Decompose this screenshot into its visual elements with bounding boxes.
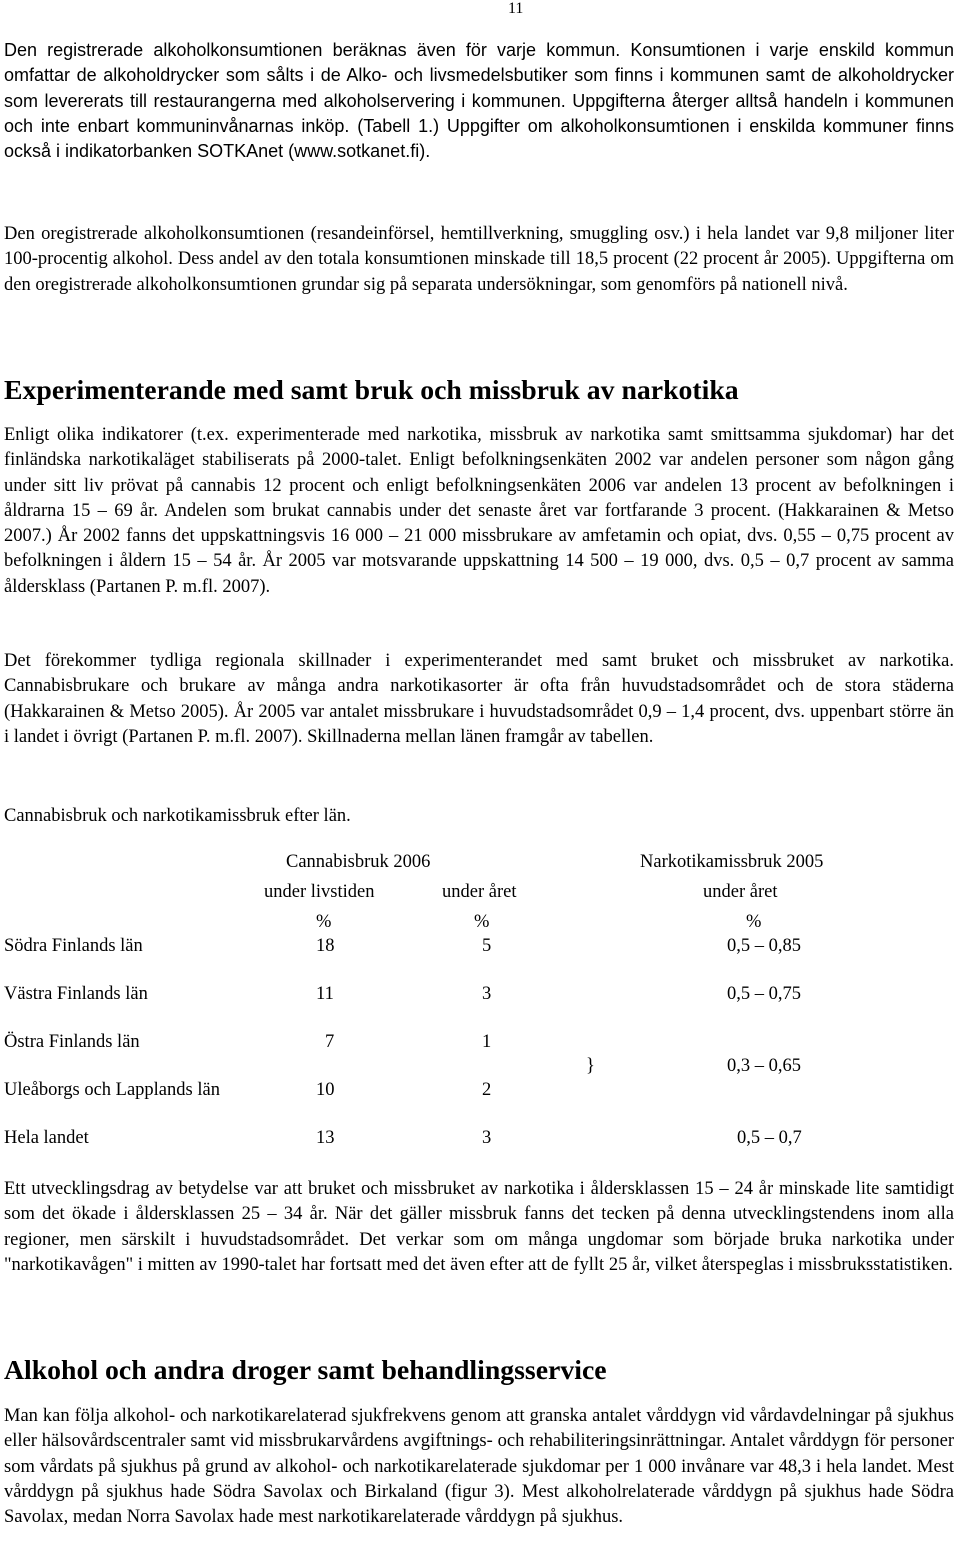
table-caption: Cannabisbruk och narkotikamissbruk efter län. <box>4 806 351 826</box>
table-cell: 7 <box>325 1032 335 1052</box>
table-brace: } <box>586 1056 595 1076</box>
table-group-cannabis: Cannabisbruk 2006 <box>286 852 431 872</box>
paragraph-alcohol-municipal: Den registrerade alkoholkonsumtionen beräknas även för varje kommun. Konsumtionen i varje enskild kommun omfattar de alkoholdrycker som sålts i de Alko- och livsmedelsbutiker som finns i kommunen samt de alkoholdrycker som levererats till restaurangerna med alkoholservering i kommunen. Uppgifterna återger alltså handeln i kommunen och inte enbart kommuninvånarnas inköp. (Tabell 1.) Uppgifter om alkoholkonsumtionen i enskilda kommuner finns också i indikatorbanken SOTKAnet (www.sotkanet.fi). <box>4 40 954 162</box>
table-cell: 0,5 – 0,7 <box>737 1128 802 1148</box>
table-row-region: Västra Finlands län <box>4 984 148 1004</box>
table-cell: 18 <box>316 936 335 956</box>
paragraph-development-trend: Ett utvecklingsdrag av betydelse var att bruket och missbruket av narkotika i åldersklassen 15 – 24 år minskade lite samtidigt som det ökade i åldersklassen 25 – 34 år. När det gäller missbruk fanns det tecken på denna utvecklingstendens inom alla regioner, men särskilt i huvudstadsområdet. Det verkar som om många ungdomar som började bruka narkotika under "narkotikavågen" i mitten av 1990-talet har fortsatt med det även efter att de fyllt 25 år, vilket återspeglas i missbruksstatistiken. <box>4 1179 954 1275</box>
table-unit: % <box>474 912 490 932</box>
heading-treatment-services: Alkohol och andra droger samt behandlingsservice <box>4 1355 607 1386</box>
table-cell: 0,5 – 0,75 <box>727 984 801 1004</box>
table-cell-merged: 0,3 – 0,65 <box>727 1056 801 1076</box>
table-unit: % <box>316 912 332 932</box>
heading-narcotics: Experimenterande med samt bruk och missbruk av narkotika <box>4 375 739 406</box>
table-group-narcotics: Narkotikamissbruk 2005 <box>640 852 824 872</box>
table-unit: % <box>746 912 762 932</box>
table-col-lifetime: under livstiden <box>264 882 375 902</box>
table-row-region: Södra Finlands län <box>4 936 143 956</box>
table-col-year-narcotics: under året <box>703 882 778 902</box>
table-cell: 11 <box>316 984 334 1004</box>
paragraph-narcotics-indicators: Enligt olika indikatorer (t.ex. experimenterade med narkotika, missbruk av narkotika samt smittsamma sjukdomar) har det finländska narkotikaläget stabiliserats på 2000-talet. Enligt befolkningsenkäten 2002 var andelen personer som någon gång under sitt liv prövat på cannabis 12 procent och enligt befolkningsenkäten 2006 var andelen 13 procent av befolkningen i åldrarna 15 – 69 år. Andelen som brukat cannabis under det senaste året var fortfarande 3 procent. (Hakkarainen & Metso 2007.) År 2002 fanns det uppskattningsvis 16 000 – 21 000 missbrukare av amfetamin och opiat, dvs. 0,55 – 0,75 procent av befolkningen i åldern 15 – 54 år. År 2005 var motsvarande uppskattning 14 500 – 19 000, dvs. 0,5 – 0,7 procent av samma åldersklass (Partanen P. m.fl. 2007). <box>4 425 954 597</box>
table-row-region: Östra Finlands län <box>4 1032 140 1052</box>
paragraph-care-days: Man kan följa alkohol- och narkotikarelaterad sjukfrekvens genom att granska antalet vårddygn vid vårdavdelningar på sjukhus eller hälsovårdscentraler samt vid missbrukarvårdens avgiftnings- och rehabiliteringsinrättningar. Antalet vårddygn för personer som vårdats på sjukhus på grund av alkohol- och narkotikarelaterade sjukdomar per 1 000 invånare var 48,3 i hela landet. Mest vårddygn på sjukhus hade Södra Savolax och Birkaland (figur 3). Mest alkoholrelaterade vårddygn på sjukhus hade Södra Savolax, medan Norra Savolax hade mest narkotikarelaterade vårddygn på sjukhus. <box>4 1406 954 1528</box>
table-cell: 3 <box>482 984 492 1004</box>
table-cell: 3 <box>482 1128 492 1148</box>
table-row-region: Uleåborgs och Lapplands län <box>4 1080 220 1100</box>
table-cell: 13 <box>316 1128 335 1148</box>
page-number: 11 <box>508 0 524 17</box>
table-cell: 10 <box>316 1080 335 1100</box>
paragraph-regional-differences: Det förekommer tydliga regionala skillnader i experimenterandet med samt bruket och missbruket av narkotika. Cannabisbrukare och brukare av många andra narkotikasorter är ofta från huvudstadsområdet och de stora städerna (Hakkarainen & Metso 2005). År 2005 var antalet missbrukare i huvudstadsområdet 0,9 – 1,4 procent, dvs. uppenbart större än i landet i övrigt (Partanen P. m.fl. 2007). Skillnaderna mellan länen framgår av tabellen. <box>4 651 954 747</box>
table-col-year-cannabis: under året <box>442 882 517 902</box>
paragraph-unregistered-consumption: Den oregistrerade alkoholkonsumtionen (resandeinförsel, hemtillverkning, smuggling osv.) i hela landet var 9,8 miljoner liter 100-procentig alkohol. Dess andel av den totala konsumtionen minskade till 18,5 procent (22 procent år 2005). Uppgifterna om den oregistrerade alkoholkonsumtionen grundar sig på separata undersökningar, som genomförs på nationell nivå. <box>4 224 954 295</box>
table-cell: 5 <box>482 936 492 956</box>
table-cell: 1 <box>482 1032 492 1052</box>
table-cell: 0,5 – 0,85 <box>727 936 801 956</box>
table-cell: 2 <box>482 1080 492 1100</box>
table-row-region: Hela landet <box>4 1128 89 1148</box>
